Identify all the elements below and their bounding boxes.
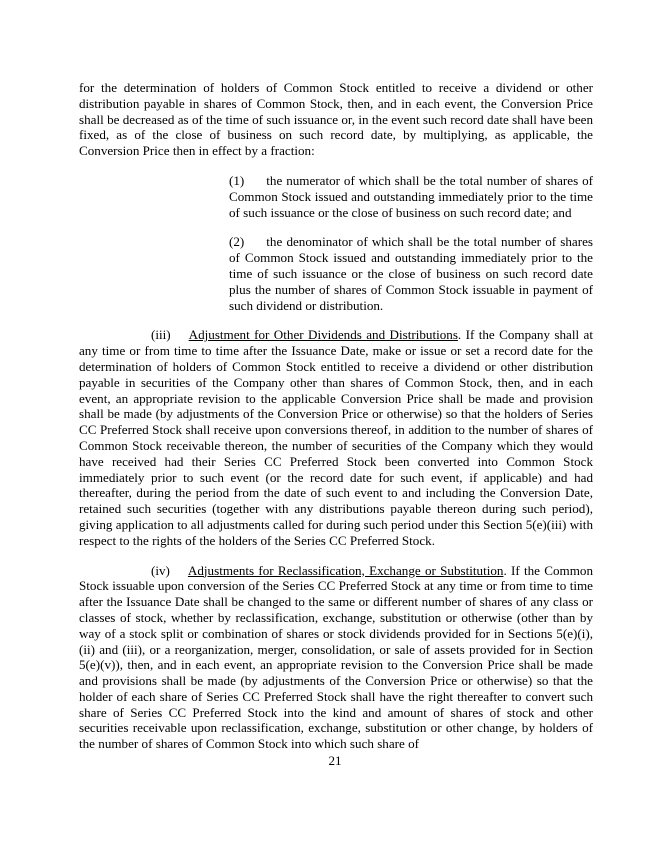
paragraph-section-iii [79, 327, 593, 548]
document-content [79, 80, 593, 766]
paragraph-intro: for the determination of holders of Common Stock entitled to receive a dividend or other distribution payable in shares of Common Stock, then, and in each event, the Conversion Price shall be decreased as of the time of such issuance or, in the event such record date shall have been fixed, as of the close of business on such record date, by multiplying, as applicable, the Conversion Price then in effect by a fraction: [79, 80, 593, 159]
section-iii-number: (iii) [151, 327, 171, 343]
paragraph-section-iv [79, 563, 593, 753]
clause-1 [229, 173, 593, 220]
section-iv-text: . If the Common Stock issuable upon conversion of the Series CC Preferred Stock at any time or from time to time after the Issuance Date shall be changed to the same or different number of shares of any class or classes of stock, whether by reclassification, exchange, substitution or otherwise (other than by way of a stock split or combination of shares or stock dividends provided for in Sections 5(e)(i), (ii) and (iii), or a reorganization, merger, consolidation, or sale of assets provided for in Section 5(e)(v)), then, and in each event, an appropriate revision to the Conversion Price shall be made and provisions shall be made (by adjustments of the Conversion Price or otherwise) so that the holder of each share of Series CC Preferred Stock shall have the right thereafter to convert such share of Series CC Preferred Stock into the kind and amount of shares of stock and other securities receivable upon reclassification, exchange, substitution or other change, by holders of the number of shares of Common Stock into which such share of [79, 562, 593, 752]
clause-2-number: (2) [229, 234, 245, 250]
page-number: 21 [328, 753, 342, 768]
section-iii-text: . If the Company shall at any time or from time to time after the Issuance Date, make or issue or set a record date for the determination of holders of Common Stock entitled to receive a dividend or other distribution payable in securities of the Company other than shares of Common Stock, then, and in each event, an appropriate revision to the applicable Conversion Price shall be made and provision shall be made (by adjustments of the Conversion Price or otherwise) so that the holders of Series CC Preferred Stock shall receive upon conversions thereof, in addition to the number of shares of Common Stock receivable thereon, the number of securities of the Company which they would have received had their Series CC Preferred Stock been converted into Common Stock immediately prior to such event (or the record date for such event, if applicable) and had thereafter, during the period from the date of such event to and including the Conversion Date, retained such securities (together with any distributions payable thereon during such period), giving application to all adjustments called for during such period under this Section 5(e)(iii) with respect to the rights of the holders of the Series CC Preferred Stock. [79, 327, 593, 548]
clause-1-text: the numerator of which shall be the total number of shares of Common Stock issued and outstanding immediately prior to the time of such issuance or the close of business on such record date; and [229, 172, 593, 220]
clause-2 [229, 234, 593, 313]
section-iii-heading: Adjustment for Other Dividends and Distributions [188, 327, 458, 343]
section-iv-number: (iv) [151, 562, 170, 578]
clause-2-text: the denominator of which shall be the total number of shares of Common Stock issued and outstanding immediately prior to the time of such issuance or the close of business on such record date plus the number of shares of Common Stock issuable in payment of such dividend or distribution. [229, 234, 593, 313]
section-iv-heading: Adjustments for Reclassification, Exchange or Substitution [187, 562, 504, 578]
clause-1-number: (1) [229, 172, 245, 188]
